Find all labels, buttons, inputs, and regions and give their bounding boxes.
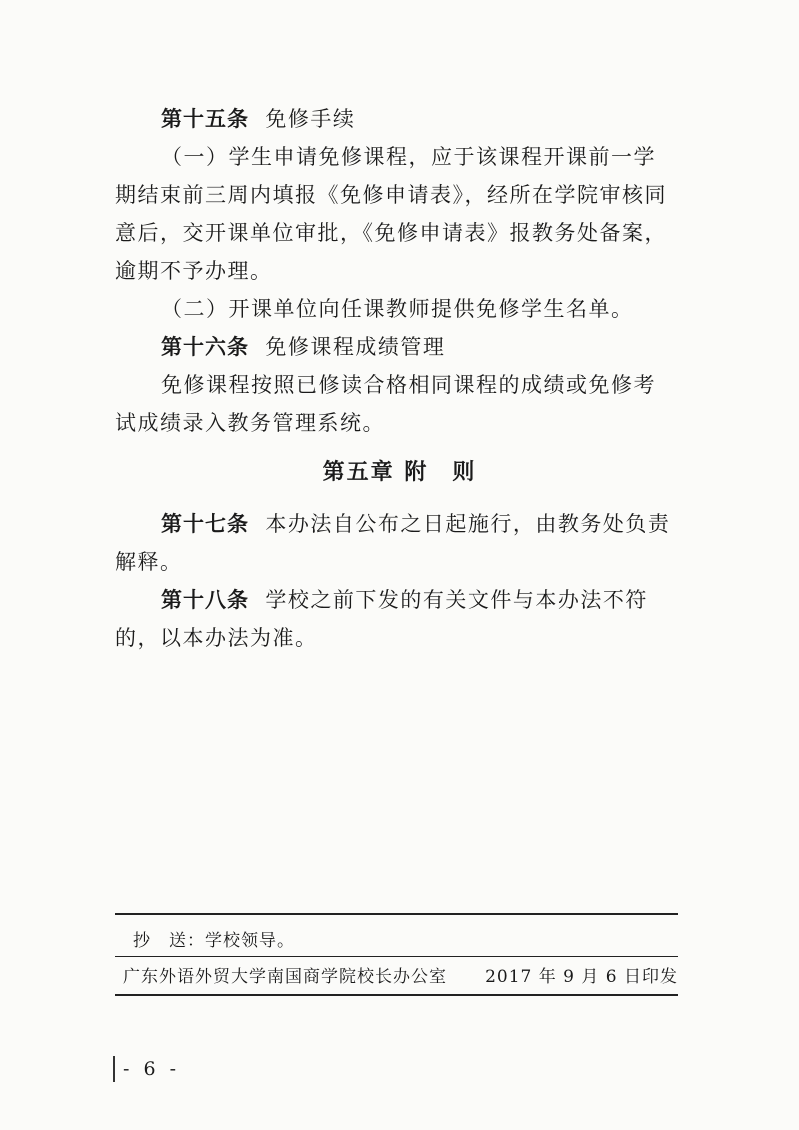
cc-line: [115, 926, 696, 951]
article-title: 免修课程成绩管理: [265, 335, 446, 359]
footer-top-rule: [115, 913, 678, 915]
article-body: 学校之前下发的有关文件与本办法不符的，以本办法为准。: [115, 588, 648, 650]
issuer-office: 广东外语外贸大学南国商学院校长办公室: [123, 967, 447, 987]
article-16-header: [115, 328, 675, 366]
article-body: 本办法自公布之日起施行，由教务处负责解释。: [115, 512, 671, 574]
article-15-item-1: （一）学生申请免修课程，应于该课程开课前一学期结束前三周内填报《免修申请表》，经所在学院审核同意后，交开课单位审批，《免修申请表》报教务处备案，逾期不予办理。: [115, 145, 667, 283]
issue-date: 2017 年 9 月 6 日印发: [485, 967, 678, 987]
article-title: 免修手续: [265, 107, 356, 131]
cc-value: 学校领导。: [205, 931, 295, 951]
page-number: - 6 -: [113, 1056, 180, 1082]
issuer-line: [115, 962, 678, 987]
article-15-item-2: （二）开课单位向任课教师提供免修学生名单。: [161, 297, 634, 321]
article-17: [115, 505, 675, 581]
chapter-title: 第五章 附 则: [322, 460, 477, 485]
article-heading: 第十八条: [161, 588, 249, 612]
footer-mid-rule: [115, 956, 678, 957]
article-heading: 第十七条: [161, 512, 249, 536]
article-18: [115, 581, 675, 657]
article-heading: 第十六条: [161, 335, 249, 359]
article-16-body: 免修课程按照已修读合格相同课程的成绩或免修考试成绩录入教务管理系统。: [115, 373, 656, 435]
article-15-header: [115, 100, 675, 138]
cc-label: 抄 送：: [133, 931, 205, 951]
footer-bottom-rule: [115, 994, 678, 996]
article-heading: 第十五条: [161, 107, 249, 131]
